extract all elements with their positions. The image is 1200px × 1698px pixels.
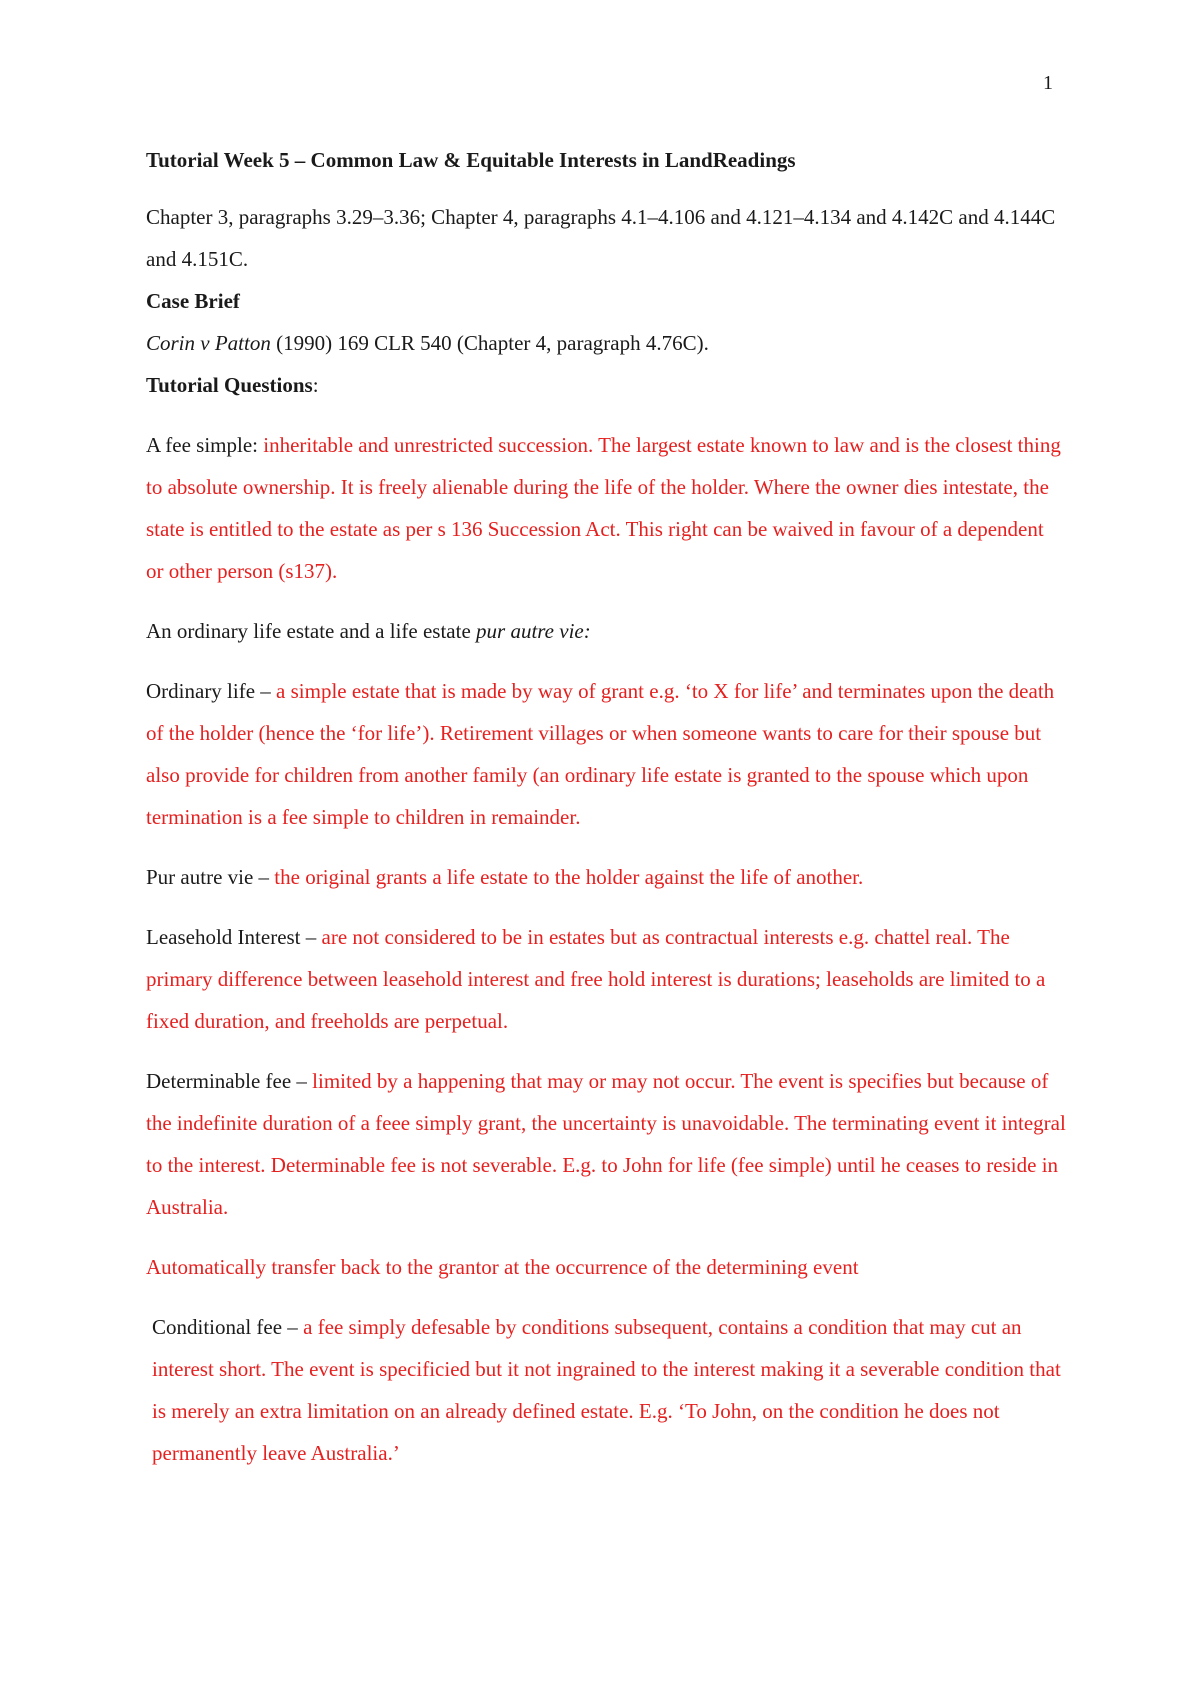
ordinary-life-label: Ordinary life – <box>146 679 277 703</box>
life-estate-question <box>146 610 1066 652</box>
life-estate-question-text: An ordinary life estate and a life estate <box>146 619 477 643</box>
leasehold-label: Leasehold Interest – <box>146 925 322 949</box>
pur-autre-vie-answer: the original grants a life estate to the holder against the life of another. <box>274 865 864 889</box>
fee-simple-answer: inheritable and unrestricted succession. The largest estate known to law and is the closest thing to absolute ownership. It is freely alienable during the life of the holder. Where the owner dies intestate, the state is entitled to the estate as per s 136 Succession Act. This right can be waived in favour of a dependent or other person (s137). <box>146 433 1061 583</box>
case-citation: (1990) 169 CLR 540 (Chapter 4, paragraph 4.76C). <box>270 331 709 355</box>
fee-simple-paragraph <box>146 424 1066 592</box>
ordinary-life-paragraph <box>146 670 1066 838</box>
leasehold-answer: are not considered to be in estates but as contractual interests e.g. chattel real. The primary difference between leasehold interest and free hold interest is durations; leaseholds are limited to a fixed duration, and freeholds are perpetual. <box>146 925 1046 1033</box>
document-body <box>146 144 1066 1474</box>
case-name: Corin v Patton <box>146 331 271 355</box>
case-brief-heading: Case Brief <box>146 289 240 313</box>
automatic-transfer-paragraph: Automatically transfer back to the grantor at the occurrence of the determining event <box>146 1255 859 1279</box>
determinable-fee-answer: limited by a happening that may or may not occur. The event is specifies but because of the indefinite duration of a feee simply grant, the uncertainty is unavoidable. The terminating event it integral to the interest. Determinable fee is not severable. E.g. to John for life (fee simple) until he ceases to reside in Australia. <box>146 1069 1066 1219</box>
tutorial-questions-label: Tutorial Questions <box>146 373 313 397</box>
determinable-fee-paragraph <box>146 1060 1066 1228</box>
document-title: Tutorial Week 5 – Common Law & Equitable Interests in LandReadings <box>146 148 796 172</box>
readings-paragraph: Chapter 3, paragraphs 3.29–3.36; Chapter 4, paragraphs 4.1–4.106 and 4.121–4.134 and 4.142C and 4.144C and 4.151C. <box>146 205 1056 271</box>
page-number: 1 <box>1043 72 1053 94</box>
pur-autre-vie-label: Pur autre vie – <box>146 865 275 889</box>
case-brief-paragraph <box>146 322 1066 364</box>
conditional-fee-label: Conditional fee – <box>152 1315 304 1339</box>
fee-simple-label: A fee simple: <box>146 433 264 457</box>
conditional-fee-paragraph <box>146 1306 1066 1474</box>
conditional-fee-answer: a fee simply defesable by conditions subsequent, contains a condition that may cut an interest short. The event is specificied but it not ingrained to the interest making it a severable condition that is merely an extra limitation on an already defined estate. E.g. ‘To John, on the condition he does not permanently leave Australia.’ <box>152 1315 1061 1465</box>
life-estate-question-italic: pur autre vie: <box>476 619 591 643</box>
determinable-fee-label: Determinable fee – <box>146 1069 313 1093</box>
tutorial-questions-heading <box>146 364 1066 406</box>
pur-autre-vie-paragraph <box>146 856 1066 898</box>
tutorial-questions-colon: : <box>312 373 319 397</box>
ordinary-life-answer: a simple estate that is made by way of grant e.g. ‘to X for life’ and terminates upon the death of the holder (hence the ‘for life’). Retirement villages or when someone wants to care for their spouse but also provide for children from another family (an ordinary life estate is granted to the spouse which upon termination is a fee simple to children in remainder. <box>146 679 1055 829</box>
leasehold-paragraph <box>146 916 1066 1042</box>
